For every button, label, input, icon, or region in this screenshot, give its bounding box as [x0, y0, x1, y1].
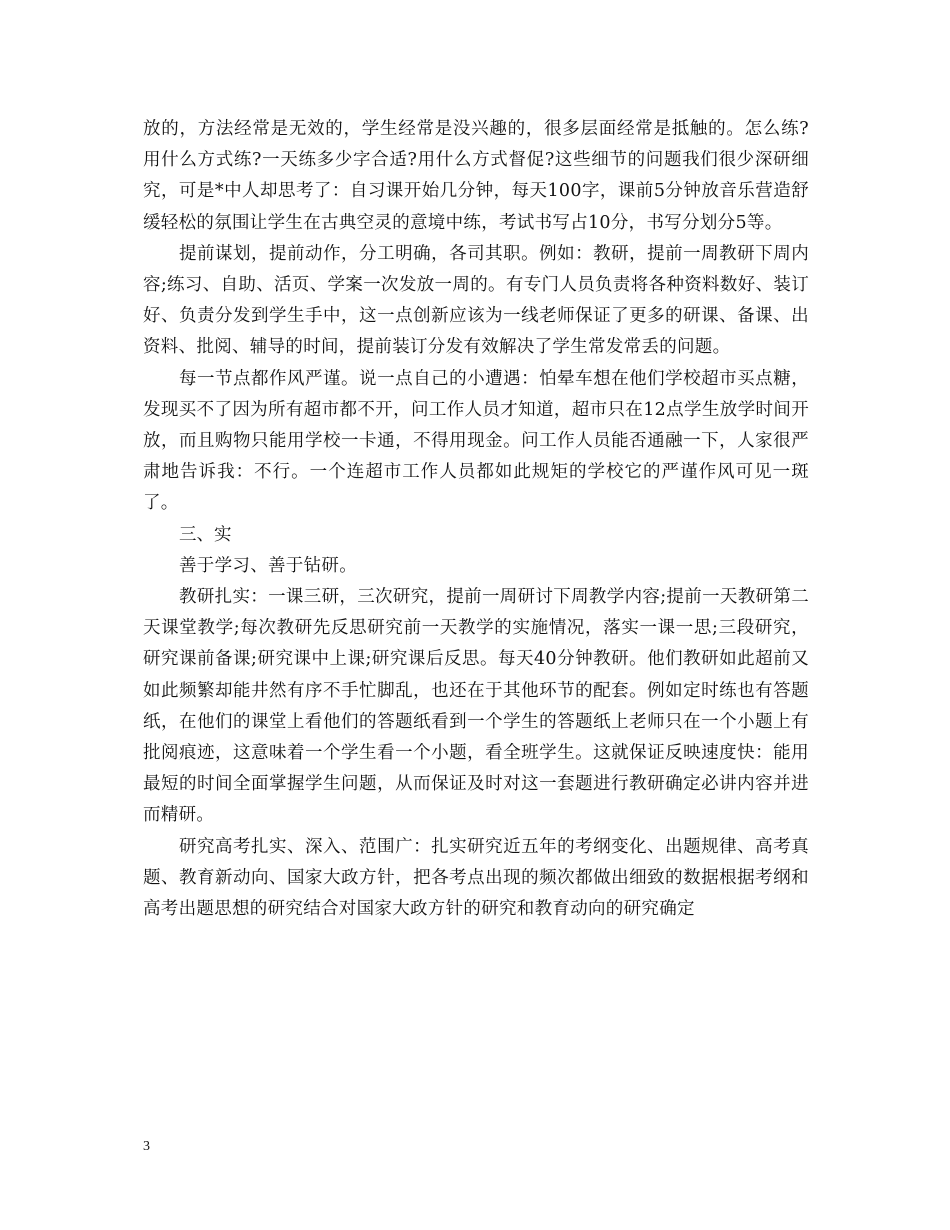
- paragraph-planning: 提前谋划，提前动作，分工明确，各司其职。例如：教研，提前一周教研下周内容;练习、自助、活页、学案一次发放一周的。有专门人员负责将各种资料数好、装订好、负责分发到学生手中，这一点创新应该为一线老师保证了更多的研课、备课、出资料、批阅、辅导的时间，提前装订分发有效解决了学生常发常丢的问题。: [143, 243, 809, 358]
- section-heading: 三、实: [179, 524, 232, 545]
- paragraph-continuation: 放的，方法经常是无效的，学生经常是没兴趣的，很多层面经常是抵触的。怎么练?用什么方式练?一天练多少字合适?用什么方式督促?这些细节的问题我们很少深研细究，可是*中人却思考了：自习课开始几分钟，每天100字，课前5分钟放音乐营造舒缓轻松的氛围让学生在古典空灵的意境中练，考试书写占10分，书写分划分5等。: [143, 119, 809, 233]
- paragraph-rigor: 每一节点都作风严谨。说一点自己的小遭遇：怕晕车想在他们学校超市买点糖，发现买不了因为所有超市都不开，问工作人员才知道，超市只在12点学生放学时间开放，而且购物只能用学校一卡通，不得用现金。问工作人员能否通融一下，人家很严肃地告诉我：不行。一个连超市工作人员都如此规矩的学校它的严谨作风可见一斑了。: [143, 368, 809, 514]
- paragraph-exam-research: 研究高考扎实、深入、范围广：扎实研究近五年的考纲变化、出题规律、高考真题、教育新动向、国家大政方针，把各考点出现的频次都做出细致的数据根据考纲和高考出题思想的研究结合对国家大政方针的研究和教育动向的研究确定: [143, 836, 809, 920]
- document-body: [143, 114, 809, 925]
- page-number: 3: [143, 1139, 150, 1154]
- paragraph-subheading: 善于学习、善于钻研。: [179, 555, 357, 576]
- paragraph-teaching-research: 教研扎实：一课三研，三次研究，提前一周研讨下周教学内容;提前一天教研第二天课堂教学;每次教研先反思研究前一天教学的实施情况，落实一课一思;三段研究，研究课前备课;研究课中上课;研究课后反思。每天40分钟教研。他们教研如此超前又如此频繁却能井然有序不手忙脚乱，也还在于其他环节的配套。例如定时练也有答题纸，在他们的课堂上看他们的答题纸看到一个学生的答题纸上老师只在一个小题上有批阅痕迹，这意味着一个学生看一个小题，看全班学生。这就保证反映速度快：能用最短的时间全面掌握学生问题，从而保证及时对这一套题进行教研确定必讲内容并进而精研。: [143, 587, 809, 826]
